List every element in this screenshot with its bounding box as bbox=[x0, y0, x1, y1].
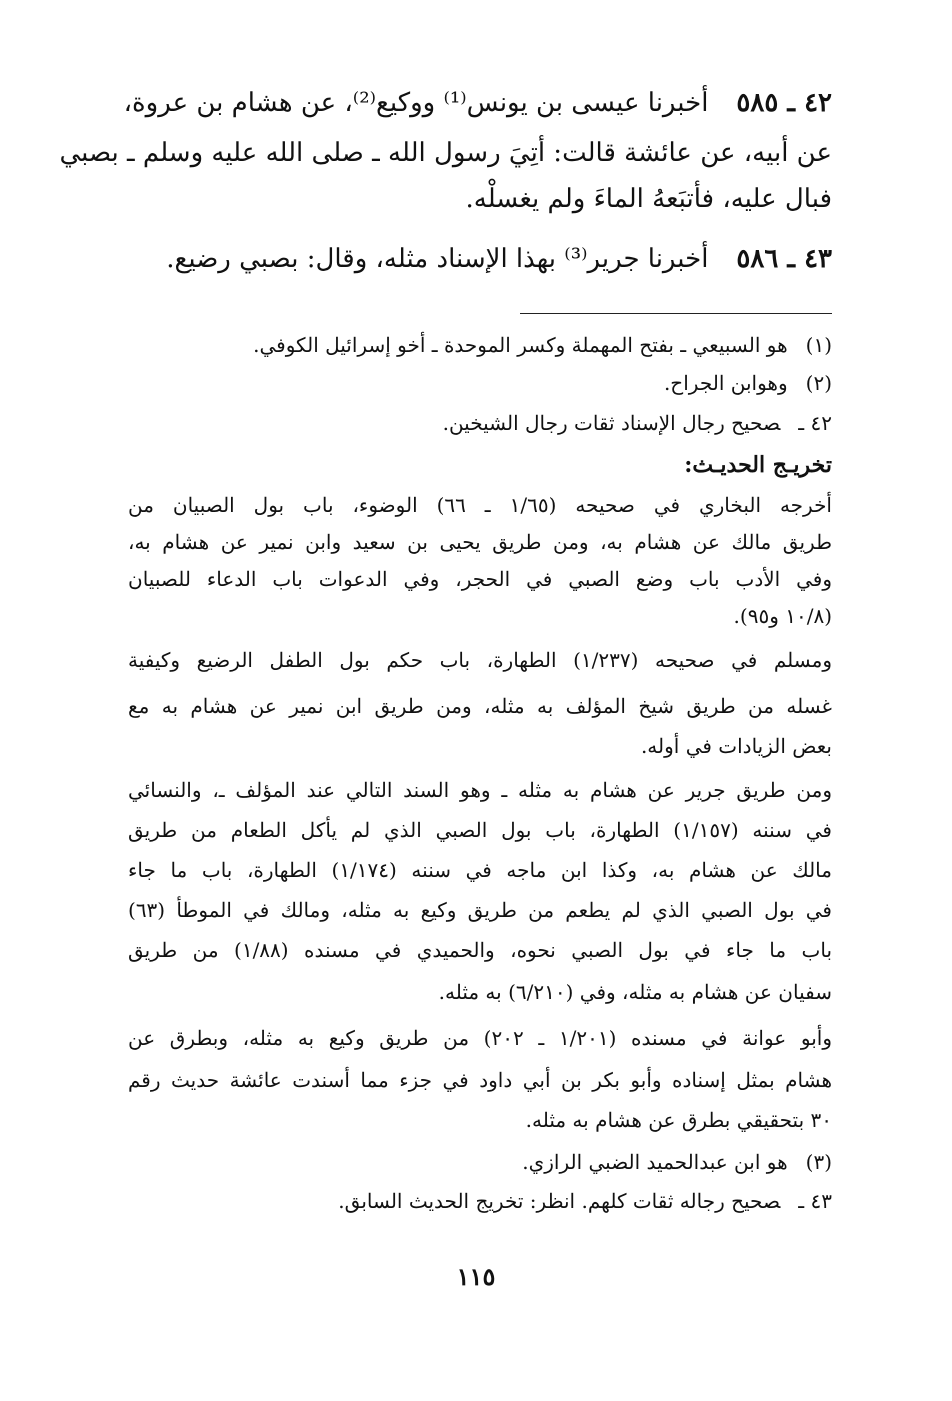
footnote-1-marker: (١) bbox=[805, 333, 832, 357]
hadith-585-number: ٤٢ ـ ٥٨٥ bbox=[736, 88, 832, 118]
takhrij-line-13: سفيان عن هشام به مثله، وفي (٦/٢١٠) به مثله. bbox=[438, 980, 832, 1004]
takhrij-line-1: أخرجه البخاري في صحيحه (١/٦٥ ـ ٦٦) الوضوء، باب بول الصبيان من bbox=[128, 493, 832, 517]
grade-42-marker: ٤٢ ـ bbox=[798, 411, 832, 435]
takhrij-line-11: في بول الصبي الذي لم يطعم من طريق وكيع به مثله، ومالك في الموطأ (٦٣) bbox=[128, 898, 832, 922]
grade-42-text: صحيح رجال الإسناد ثقات رجال الشيخين. bbox=[442, 411, 781, 435]
footnote-1-text: هو السبيعي ـ بفتح المهملة وكسر الموحدة ـ أخو إسرائيل الكوفي. bbox=[253, 333, 788, 357]
grade-43-text: صحيح رجاله ثقات كلهم. انظر: تخريج الحديث السابق. bbox=[338, 1189, 781, 1213]
footnote-2-marker: (٢) bbox=[805, 371, 832, 395]
takhrij-line-6: غسله من طريق شيخ المؤلف به مثله، ومن طريق ابن نمير عن هشام به مع bbox=[128, 694, 832, 718]
footnote-3-marker: (٣) bbox=[805, 1150, 832, 1174]
hadith-585-line-1 bbox=[123, 88, 832, 118]
footnote-3-text: هو ابن عبدالحميد الضبي الرازي. bbox=[522, 1150, 788, 1174]
grade-43 bbox=[128, 1189, 832, 1213]
takhrij-line-3: وفي الأدب باب وضع الصبي في الحجر، وفي الدعوات باب الدعاء للصبيان bbox=[128, 567, 832, 591]
takhrij-line-2: طريق مالك عن هشام به، ومن طريق يحيى بن سعيد وابن نمير عن هشام به، bbox=[128, 530, 832, 554]
hadith-585-text-1: أخبرنا عيسى بن يونس⁽¹⁾ ووكيع⁽²⁾، عن هشام بن عروة، bbox=[123, 88, 709, 118]
takhrij-line-4: (١٠/٨ و٩٥). bbox=[733, 604, 832, 628]
takhrij-line-5: ومسلم في صحيحه (١/٢٣٧) الطهارة، باب حكم بول الطفل الرضيع وكيفية bbox=[128, 648, 832, 672]
takhrij-line-16: ٣٠ بتحقيقي بطرق عن هشام به مثله. bbox=[525, 1108, 832, 1132]
hadith-586-number: ٤٣ ـ ٥٨٦ bbox=[736, 244, 832, 274]
footnote-1 bbox=[128, 333, 832, 357]
takhrij-line-10: مالك عن هشام به، وكذا ابن ماجه في سننه (١/١٧٤) الطهارة، باب ما جاء bbox=[128, 858, 832, 882]
grade-42 bbox=[128, 411, 832, 435]
takhrij-line-8: ومن طريق جرير عن هشام به مثله ـ وهو السند التالي عند المؤلف ـ، والنسائي bbox=[128, 778, 832, 802]
hadith-585-line-3: فبال عليه، فأتبَعهُ الماءَ ولم يغسلْه. bbox=[465, 184, 832, 214]
takhrij-line-7: بعض الزيادات في أوله. bbox=[640, 734, 832, 758]
footnote-2 bbox=[128, 371, 832, 395]
takhrij-line-12: باب ما جاء في بول الصبي نحوه، والحميدي في مسنده (١/٨٨) من طريق bbox=[128, 938, 833, 962]
hadith-586-line bbox=[126, 244, 832, 274]
footnote-separator bbox=[520, 313, 832, 314]
page-number: ١١٥ bbox=[456, 1262, 496, 1291]
takhrij-line-9: في سننه (١/١٥٧) الطهارة، باب بول الصبي الذي لم يأكل الطعام من طريق bbox=[128, 818, 832, 842]
grade-43-marker: ٤٣ ـ bbox=[798, 1189, 832, 1213]
footnote-3 bbox=[128, 1150, 832, 1174]
takhrij-heading: تخريـج الحديـث: bbox=[684, 452, 832, 478]
takhrij-line-15: هشام بمثل إسناده وأبو بكر بن أبي داود في جزء مما أسندت عائشة حديث رقم bbox=[128, 1068, 832, 1092]
hadith-586-text: أخبرنا جرير⁽³⁾ بهذا الإسناد مثله، وقال: بصبي رضيع. bbox=[166, 244, 709, 274]
takhrij-line-14: وأبو عوانة في مسنده (١/٢٠١ ـ ٢٠٢) من طريق وكيع به مثله، وبطرق عن bbox=[128, 1026, 832, 1050]
hadith-585-line-2: عن أبيه، عن عائشة قالت: أتِيَ رسول الله ـ صلى الله عليه وسلم ـ بصبي bbox=[59, 138, 832, 168]
footnote-2-text: وهوابن الجراح. bbox=[663, 371, 788, 395]
